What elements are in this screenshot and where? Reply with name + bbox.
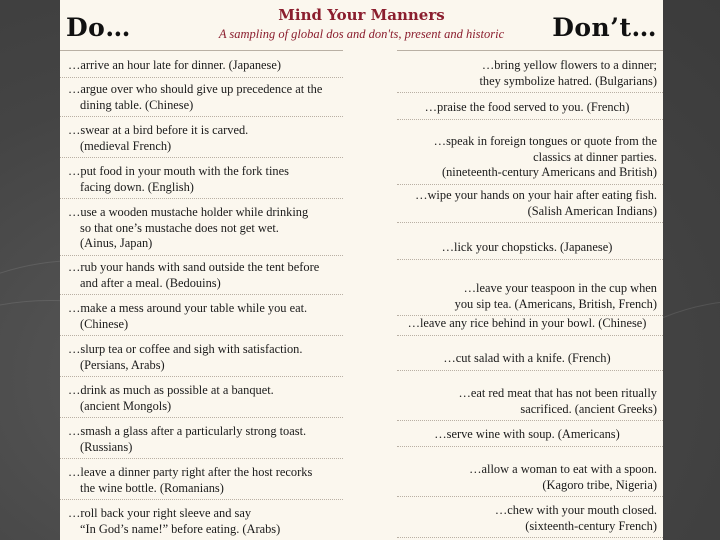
do-item-line: …drink as much as possible at a banquet. [68, 383, 274, 397]
dont-item-line: …cut salad with a knife. (French) [443, 351, 611, 365]
document-subtitle: A sampling of global dos and don'ts, present and historic [218, 27, 505, 41]
dont-item [397, 462, 663, 497]
do-item-line: …leave a dinner party right after the host recorks [68, 465, 313, 479]
do-item [60, 424, 343, 459]
do-item-line: and after a meal. (Bedouins) [80, 275, 221, 290]
do-item-line: (medieval French) [80, 138, 172, 153]
dont-item [397, 240, 663, 260]
do-item-line: the wine bottle. (Romanians) [80, 480, 224, 495]
do-item-line: facing down. (English) [80, 179, 194, 194]
dont-item-line: …leave your teaspoon in the cup when [463, 281, 657, 295]
do-heading: Do… [66, 13, 131, 42]
dont-item-line: (nineteenth-century Americans and British) [441, 165, 657, 179]
do-item [60, 82, 343, 117]
do-item-line: …roll back your right sleeve and say [68, 506, 252, 520]
header-rule [60, 50, 343, 51]
dont-item [397, 188, 663, 223]
do-item-line: so that one’s mustache does not get wet. [80, 220, 279, 235]
dont-item [397, 503, 663, 538]
do-item-line: …slurp tea or coffee and sigh with satisfaction. [68, 342, 303, 356]
header-rule [397, 50, 663, 51]
dont-item-line: …eat red meat that has not been ritually [458, 386, 657, 400]
dont-item [397, 351, 663, 371]
dont-item-line: (sixteenth-century French) [525, 518, 657, 533]
do-item-line: “In God’s name!” before eating. (Arabs) [80, 521, 281, 536]
do-item-line: dining table. (Chinese) [80, 97, 194, 112]
dont-item-line: they symbolize hatred. (Bulgarians) [479, 73, 657, 88]
dont-heading: Don’t… [552, 13, 657, 42]
do-item-line: (Ainus, Japan) [80, 236, 153, 250]
dont-item-line: …bring yellow flowers to a dinner; [481, 58, 657, 72]
do-item [60, 465, 343, 500]
do-item [60, 506, 343, 540]
do-item [60, 164, 343, 199]
dont-item-line: …allow a woman to eat with a spoon. [469, 462, 657, 476]
dont-item-line: …serve wine with soup. (Americans) [434, 427, 620, 441]
do-item-line: …smash a glass after a particularly strong toast. [68, 424, 307, 438]
dont-item-line: …chew with your mouth closed. [494, 503, 657, 517]
dont-item-line: (Kagoro tribe, Nigeria) [542, 477, 657, 492]
dont-item [397, 58, 663, 93]
dont-item-line: (Salish American Indians) [527, 203, 657, 218]
do-item [60, 383, 343, 418]
do-item [60, 123, 343, 158]
do-item-line: (Persians, Arabs) [80, 357, 165, 372]
document-title: Mind Your Manners [278, 6, 445, 24]
dont-item-line: …speak in foreign tongues or quote from the [433, 134, 657, 148]
do-item [60, 342, 343, 377]
do-item-line: (Russians) [80, 439, 133, 454]
do-item [60, 301, 343, 336]
do-item [60, 260, 343, 295]
do-item-line: …make a mess around your table while you eat. [68, 301, 308, 315]
do-item-line: …arrive an hour late for dinner. (Japanese) [68, 58, 281, 72]
dont-item [397, 427, 663, 447]
dont-item [397, 100, 663, 120]
dont-item-line: …leave any rice behind in your bowl. (Chinese) [407, 316, 647, 330]
do-item-line: (ancient Mongols) [80, 398, 172, 413]
dont-item-line: …praise the food served to you. (French) [424, 100, 630, 114]
dont-item [397, 134, 663, 185]
dont-item-line: you sip tea. (Americans, British, French) [454, 296, 657, 311]
dont-item-line: sacrificed. (ancient Greeks) [520, 401, 657, 416]
do-item-line: …argue over who should give up precedence at the [68, 82, 323, 96]
dont-item-line: …wipe your hands on your hair after eating fish. [415, 188, 657, 202]
do-item [60, 58, 343, 78]
dont-item [397, 316, 663, 336]
do-item-line: …put food in your mouth with the fork tines [68, 164, 289, 178]
do-item-line: …swear at a bird before it is carved. [68, 123, 249, 137]
manners-document [60, 0, 663, 540]
do-item-line: …use a wooden mustache holder while drinking [68, 205, 309, 219]
do-item-line: …rub your hands with sand outside the tent before [68, 260, 320, 274]
do-item [60, 205, 343, 256]
dont-item-line: classics at dinner parties. [533, 149, 657, 164]
dont-item-line: …lick your chopsticks. (Japanese) [441, 240, 613, 254]
dont-item [397, 281, 663, 316]
dont-item [397, 386, 663, 421]
do-item-line: (Chinese) [80, 316, 129, 331]
